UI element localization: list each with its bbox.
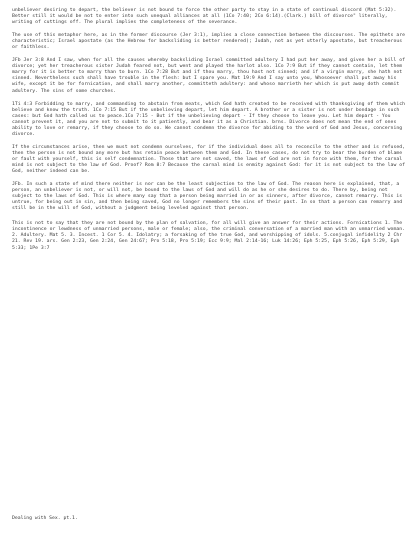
paragraph-fornications: This is not to say that they are not bound by the plan of salvation, for all will give an answer for their actions. Fornications 1. The incontinence or lewdness of unmarried persons, male or female; also, the criminal conversation of a married man with an unmarried woman. 2. Adultery. Mat 5. 3. Incest. 1 Cor 5. 4. Idolatry; a forsaking of the true God, and worshipping of idols. 5.conjugal infidelity 2 Chr 21. Rev 19. ars. Gen 2:23, Gen 2:24, Gen 24:67; Pro 5:18, Pro 5:19; Ecc 9:9; Mal 2:14-16; Luk 14:26; Eph 5:25, Eph 5:26, Eph 5:29, Eph 5:33; 1Pe 3:7 (12, 221, 406, 251)
paragraph-circumstances: If the circumstances arise, then we must not condemn ourselves, for if the individual does all to reconcile to the other and is refused, then the person is not bound any more but has retain peace between them and God. In these cases, do not try to bear the burden of blame or fault with yourself, this is self condemnation. Those that are not saved, the laws of God are not in force with them, for the carnal mind is not subject to the law of God. Proof? Rom 8:7 Because the carnal mind is enmity against God: for it is not subject to the law of God, neither indeed can be. (12, 144, 406, 175)
paragraph-subjection: JFb. In such a state of mind there neither is nor can be the least subjection to the law of God. The reason here is explained, that, a person, an unbeliever is not, or will not, be bound to the laws of God and will do as he or she desires to do. There by, being not subject to the laws of God. This is where many say that a person being married in or as sinners, after divorce, cannot remarry. This is untrue, for being out in sin, and then being saved, God no longer remembers the sins of their past. In so that a person can remarry and still be in the will of God, without a judgment being leveled against that person. (12, 182, 403, 212)
paragraph-jer-3-8: JFb Jer 3:8 And I saw, when for all the causes whereby backsliding Israel committed adultery I had put her away, and given her a bill of divorce; yet her treacherous sister Judah feared not, but went and played the harlot also. 1Co 7:9 But if they cannot contain, let them marry for it is better to marry than to burn. 1Co 7:28 But and if thou marry, thou hast not sinned; and if a virgin marry, she hath not sinned. Nevertheless such shall have trouble in the flesh: but I spare you. Mat 19:9 And I say unto you, Whosoever shall put away his wife, except it be for fornication, and shall marry another, committeth adultery: and whoso marrieth her which is put away doth commit adultery. The sins of some churches. (12, 58, 406, 94)
paragraph-divorce-bill: unbeliever desiring to depart, the believer is not bound to force the other party to stay in a state of continual discord (Mat 5:32). Better still it would be not to enter into such unequal alliances at all (1Co 7:40; 2Co 6:14).(Clark.) bill of divorce" literally, writing of cuttings off. The plural implies the completeness of the severance. (12, 8, 397, 26)
paragraph-1ti-4-3: 1Ti 4:3 Forbidding to marry, and commanding to abstain from meats, which God hath created to be received with thanksgiving of them which believe and know the truth. 1Co 7:15 But if the unbelieving depart, let him depart. A brother or a sister is not under bondage in such cases: but God hath called us to peace.1Co 7:15 - But if the unbelieving depart - If they choose to leave you. Let him depart - You cannot prevent it, and you are not to submit to it patiently, and bear it as a Christian. brns. Divorce does not mean the end of ones ability to love or remarry, if they choose to do so. We cannot condemn the divorce for abiding to the word of God and Jesus, concerning divorce. (12, 101, 406, 137)
page-footer: Dealing with Sex. pt.1. (12, 516, 78, 521)
paragraph-metaphor: The use of this metaphor here, as in the former discourse (Jer 3:1), implies a close connection between the discourses. The epithets are characteristic; Israel apostate (as the Hebrew for backsliding is better rendered); Judah, not as yet utterly apostate, but treacherous or faithless. (12, 33, 406, 51)
